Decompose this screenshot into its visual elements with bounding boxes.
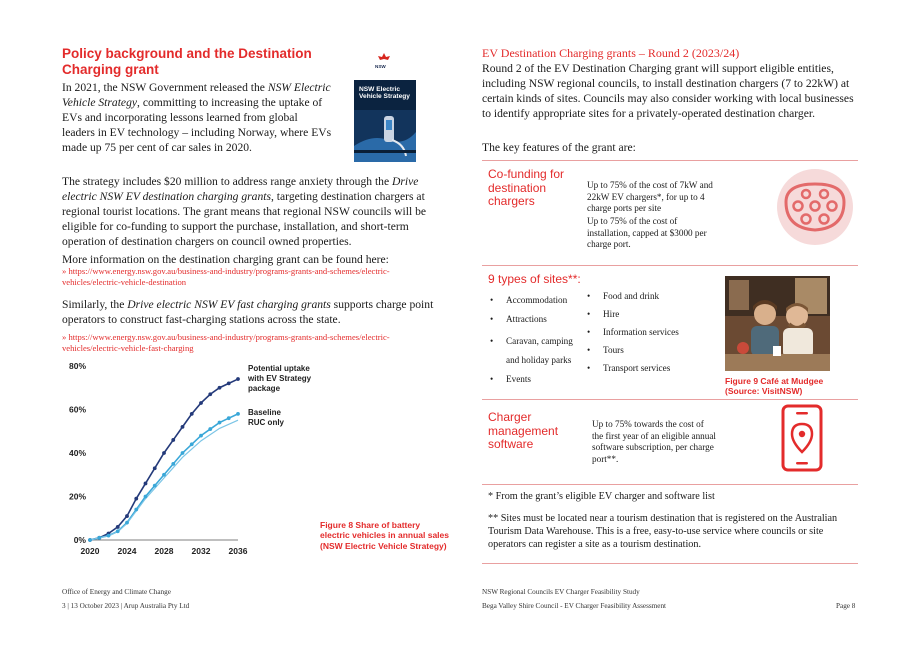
cofunding-title: Co-funding for destination chargers xyxy=(488,167,565,209)
site-type-item: • Accommodation xyxy=(488,294,588,306)
series-point xyxy=(181,425,185,429)
site-type-item: • Hire xyxy=(585,308,720,320)
footer-left-date: 3 | 13 October 2023 | Arup Australia Pty Ltd xyxy=(62,602,190,610)
series-point xyxy=(97,536,101,540)
footer-right-council: Bega Valley Shire Council - EV Charger Feasibility Assessment xyxy=(482,602,667,610)
y-tick-label: 80% xyxy=(68,361,86,371)
series-point xyxy=(116,529,120,533)
cofunding-item-1: Up to 75% of the cost of 7kW and 22kW EV chargers*, for up to 4 charge ports per site xyxy=(587,180,713,214)
series-point xyxy=(208,427,212,431)
ev-uptake-chart-svg xyxy=(60,355,320,560)
x-tick-label: 2020 xyxy=(80,546,100,556)
series-point xyxy=(199,401,203,405)
cafe-mudgee-photo xyxy=(725,276,830,371)
ev-uptake-chart xyxy=(60,355,320,560)
series-point xyxy=(218,386,222,390)
nsw-logo-text: NSW xyxy=(375,64,386,69)
series-point xyxy=(134,508,138,512)
x-tick-label: 2024 xyxy=(117,546,137,556)
para4-text-b: supports charge point operators to construct fast-charging stations across the state. xyxy=(62,298,434,327)
site-type-item: • Tours xyxy=(585,344,720,356)
site-type-item: • Attractions xyxy=(488,313,588,325)
cover-panel xyxy=(354,80,416,162)
series-point xyxy=(227,416,231,420)
y-tick-label: 60% xyxy=(68,404,86,415)
divider xyxy=(482,399,858,400)
series-point xyxy=(171,438,175,442)
x-tick-label: 2032 xyxy=(191,546,211,556)
para4-text-a: Similarly, the xyxy=(62,298,128,311)
phone-location-icon xyxy=(775,404,829,472)
x-tick-label: 2036 xyxy=(228,546,248,556)
site-type-item: • Transport services xyxy=(585,362,720,374)
series-point xyxy=(199,434,203,438)
series-label-text: package xyxy=(248,384,281,393)
series-label-text: Baseline xyxy=(248,408,281,417)
series-point xyxy=(144,495,148,499)
footnote-1: * From the grant’s eligible EV charger and software list xyxy=(488,491,715,502)
intro-strategy-name: NSW Electric Vehicle Strategy xyxy=(62,81,331,110)
series-label-text: Potential uptake xyxy=(248,364,310,373)
x-tick-label: 2028 xyxy=(154,546,174,556)
series-point xyxy=(162,473,166,477)
section-title: Policy background and the Destination Charging grant xyxy=(62,46,312,77)
cafe-photo-illustration xyxy=(725,276,830,371)
site-type-item: • Caravan, camping and holiday parks xyxy=(488,332,588,370)
site-type-item: • Food and drink xyxy=(585,290,720,302)
y-tick-label: 40% xyxy=(68,448,86,458)
figure-9-caption: Figure 9 Café at Mudgee (Source: VisitNSW) xyxy=(725,376,824,397)
para4-grant-name: Drive electric NSW EV fast charging grants xyxy=(127,298,331,311)
y-tick-label: 0% xyxy=(73,535,86,545)
divider xyxy=(482,484,858,485)
intro-paragraph xyxy=(62,80,332,155)
sites-title: 9 types of sites**: xyxy=(488,272,581,286)
series-point xyxy=(107,534,111,538)
para2-text-b: , targeting destination chargers at regional tourist locations. The grant means that regional NSW councils will be eligible for co-funding to support the purchase, installation, and short-term operation of destination chargers on council owned properties. xyxy=(62,190,427,249)
series-point xyxy=(218,421,222,425)
series-point xyxy=(125,514,129,518)
intro-text-b: , committing to increasing the uptake of EVs and incorporating lessons learned from global leaders in EV technology – including Norway, where EVs made up 75 per cent of car sales in 2020. xyxy=(62,96,332,155)
y-tick-label: 20% xyxy=(68,491,86,502)
series-line xyxy=(90,414,238,540)
series-point xyxy=(236,412,240,416)
series-point xyxy=(125,521,129,525)
fast-charging-grant-link[interactable]: » https://www.energy.nsw.gov.au/business-and-industry/programs-grants-and-schemes/electric-vehicles/electric-vehicle-fast-charging xyxy=(62,332,390,353)
series-label-text: with EV Strategy xyxy=(248,374,312,383)
intro-text-a: In 2021, the NSW Government released the xyxy=(62,81,268,94)
para2-text-a: The strategy includes $20 million to address range anxiety through the xyxy=(62,175,393,188)
fast-charging-paragraph xyxy=(62,297,434,327)
series-point xyxy=(162,451,166,455)
more-info-paragraph: More information on the destination charging grant can be found here: xyxy=(62,253,389,266)
series-line-shadow xyxy=(90,420,238,540)
sites-list-b xyxy=(585,290,720,374)
series-point xyxy=(153,466,157,470)
series-point xyxy=(134,497,138,501)
series-point xyxy=(227,382,231,386)
page-number: Page 8 xyxy=(836,602,856,610)
strategy-cover-image xyxy=(352,52,416,162)
footer-left-org: Office of Energy and Climate Change xyxy=(62,588,171,596)
series-point xyxy=(190,442,194,446)
key-features-label: The key features of the grant are: xyxy=(482,141,636,154)
footnote-2: ** Sites must be located near a tourism destination that is registered on the Australian Tourism Data Warehouse. This is a free, easy-to-use service where councils or site operators can register a site as a tourism destination. xyxy=(488,513,838,551)
round2-title: EV Destination Charging grants – Round 2 (2023/24) xyxy=(482,46,740,60)
series-point xyxy=(153,484,157,488)
cofunding-item-2: Up to 75% of the cost of installation, capped at $3000 per charge port. xyxy=(587,216,707,250)
figure-8-caption: Figure 8 Share of battery electric vehicles in annual sales (NSW Electric Vehicle Strategy) xyxy=(320,520,449,551)
charger-mgmt-text: Up to 75% towards the cost of the first year of an eligible annual software subscription, per charge port**. xyxy=(592,419,716,464)
series-point xyxy=(144,482,148,486)
charger-mgmt-title: Charger management software xyxy=(488,410,559,452)
series-line xyxy=(90,379,238,540)
divider xyxy=(482,265,858,266)
series-point xyxy=(236,377,240,381)
series-point xyxy=(171,462,175,466)
cover-title: NSW Electric Vehicle Strategy xyxy=(359,86,410,101)
round2-intro: Round 2 of the EV Destination Charging grant will support eligible entities, including NSW regional councils, to install destination chargers (7 to 22kW) at certain kinds of sites. Councils may also consider working with local businesses to identify appropriate sites for a privately-operated destination charger. xyxy=(482,62,854,121)
site-type-item: • Events xyxy=(488,373,588,385)
para2-grant-name: Drive electric NSW EV destination charging grants xyxy=(62,175,419,204)
series-point xyxy=(208,392,212,396)
destination-grant-link[interactable]: » https://www.energy.nsw.gov.au/business-and-industry/programs-grants-and-schemes/electric-vehicles/electric-vehicle-destination xyxy=(62,266,390,287)
series-point xyxy=(116,525,120,529)
footer-right-study: NSW Regional Councils EV Charger Feasibility Study xyxy=(482,588,640,596)
divider xyxy=(482,563,858,564)
sites-list-a xyxy=(488,294,588,385)
series-point xyxy=(181,451,185,455)
series-label-text: RUC only xyxy=(248,418,284,427)
series-point xyxy=(88,538,92,542)
divider xyxy=(482,160,858,161)
strategy-paragraph xyxy=(62,174,434,249)
ev-plug-icon xyxy=(774,166,856,248)
cover-charging-photo-icon xyxy=(354,110,416,162)
site-type-item: • Information services xyxy=(585,326,720,338)
series-point xyxy=(190,412,194,416)
